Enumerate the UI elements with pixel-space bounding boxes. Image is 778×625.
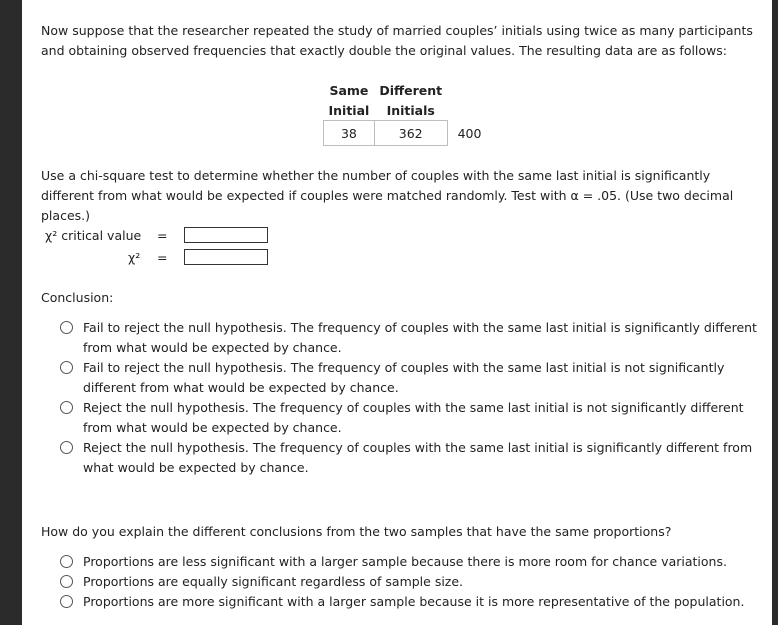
intro-paragraph: Now suppose that the researcher repeated the study of married couples’ initials using twice as many participants and obtaining observed frequencies that exactly double the original values. The resulting data are as follows: [41, 23, 753, 58]
explanation-option[interactable] [59, 572, 764, 592]
option-text: Reject the null hypothesis. The frequency of couples with the same last initial is not significantly different from what would be expected by chance. [83, 400, 744, 435]
left-window-edge [0, 0, 22, 625]
radio-button[interactable] [60, 401, 73, 414]
radio-button[interactable] [60, 321, 73, 334]
conclusion-option[interactable] [59, 398, 764, 438]
critical-value-label: χ² critical value [45, 228, 142, 243]
chi-square-label: χ² [128, 250, 141, 265]
explanation-options [59, 552, 764, 612]
right-window-edge [772, 0, 778, 625]
instructions-paragraph: Use a chi-square test to determine whether the number of couples with the same last initial is significantly different from what would be expected if couples were matched randomly. Test with α = .05. (Use two decimal places.) [41, 168, 734, 223]
equals-sign: = [157, 250, 168, 265]
cell-same-initial: 38 [324, 121, 375, 146]
conclusion-options [59, 318, 764, 478]
frequency-table [323, 80, 483, 146]
option-text: Fail to reject the null hypothesis. The frequency of couples with the same last initial is not significantly different from what would be expected by chance. [83, 360, 725, 395]
conclusion-option[interactable] [59, 358, 764, 398]
conclusion-option[interactable] [59, 438, 764, 478]
option-text: Proportions are equally significant regardless of sample size. [83, 574, 464, 589]
radio-button[interactable] [60, 441, 73, 454]
cell-total: 400 [457, 125, 482, 141]
option-text: Reject the null hypothesis. The frequency of couples with the same last initial is significantly different from what would be expected by chance. [83, 440, 753, 475]
chi-square-input[interactable] [184, 249, 268, 265]
critical-value-input[interactable] [184, 227, 268, 243]
header-different-line2: Initials [386, 102, 435, 118]
radio-button[interactable] [60, 555, 73, 568]
cell-different-initials: 362 [374, 121, 447, 146]
equals-sign: = [157, 228, 168, 243]
conclusion-label: Conclusion: [41, 290, 114, 305]
option-text: Fail to reject the null hypothesis. The frequency of couples with the same last initial is significantly different from what would be expected by chance. [83, 320, 757, 355]
question-content [41, 0, 763, 625]
question2-prompt: How do you explain the different conclusions from the two samples that have the same proportions? [41, 524, 672, 539]
radio-button[interactable] [60, 361, 73, 374]
conclusion-option[interactable] [59, 318, 764, 358]
header-same-line1: Same [329, 82, 369, 98]
radio-button[interactable] [60, 575, 73, 588]
option-text: Proportions are less significant with a larger sample because there is more room for chance variations. [83, 554, 727, 569]
radio-button[interactable] [60, 595, 73, 608]
header-different-line1: Different [379, 82, 443, 98]
header-same-line2: Initial [328, 102, 370, 118]
option-text: Proportions are more significant with a larger sample because it is more representative of the population. [83, 594, 745, 609]
explanation-option[interactable] [59, 552, 764, 572]
explanation-option[interactable] [59, 592, 764, 612]
